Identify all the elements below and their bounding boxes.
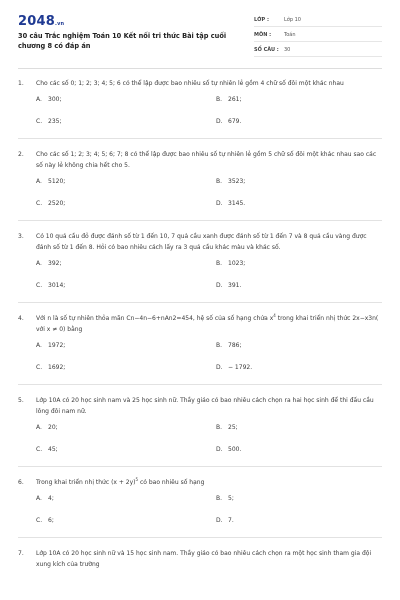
option-text: 1972; bbox=[48, 342, 66, 349]
option-letter: A. bbox=[36, 96, 42, 103]
logo-suffix: .vn bbox=[54, 21, 65, 27]
option-letter: D. bbox=[216, 364, 223, 371]
answer-options bbox=[36, 176, 382, 220]
answer-options bbox=[36, 422, 382, 466]
option-a[interactable] bbox=[36, 340, 216, 362]
question-text bbox=[36, 313, 382, 335]
question-text: Lớp 10A có 20 học sinh nam và 25 học sinh nữ. Thầy giáo có bao nhiêu cách chọn ra hai học sinh để thi đấu cầu lông đôi nam nữ. bbox=[36, 397, 374, 415]
option-letter: A. bbox=[36, 260, 42, 267]
option-letter: C. bbox=[36, 200, 43, 207]
option-a[interactable] bbox=[36, 422, 216, 444]
option-c[interactable] bbox=[36, 198, 216, 220]
option-letter: D. bbox=[216, 446, 223, 453]
option-text: 1023; bbox=[228, 260, 246, 267]
option-text: 786; bbox=[228, 342, 242, 349]
option-text: 235; bbox=[48, 118, 62, 125]
question-number: 1. bbox=[18, 80, 24, 87]
question-divider bbox=[18, 537, 382, 538]
meta-value: Toán bbox=[284, 32, 296, 38]
option-text: 6; bbox=[48, 517, 54, 524]
question-number: 4. bbox=[18, 315, 24, 322]
option-letter: D. bbox=[216, 200, 223, 207]
question-7 bbox=[18, 548, 382, 570]
option-text: 20; bbox=[48, 424, 58, 431]
question-text: Có 10 quả cầu đỏ được đánh số từ 1 đến 10, 7 quả cầu xanh được đánh số từ 1 đến 7 và 8 quả cầu vàng được đánh số từ 1 đến 8. Hỏi có bao nhiêu cách lấy ra 3 quả cầu khác màu và khác số. bbox=[36, 233, 367, 251]
option-text: 679. bbox=[228, 118, 242, 125]
option-text: 500. bbox=[228, 446, 242, 453]
option-letter: A. bbox=[36, 178, 42, 185]
question-4 bbox=[18, 313, 382, 384]
option-text: 391. bbox=[228, 282, 242, 289]
option-letter: B. bbox=[216, 96, 223, 103]
option-c[interactable] bbox=[36, 444, 216, 466]
answer-options bbox=[36, 493, 382, 537]
option-text: − 1792. bbox=[228, 364, 253, 371]
question-number: 7. bbox=[18, 550, 24, 557]
logo-text: 2048 bbox=[18, 14, 55, 29]
meta-value: Lớp 10 bbox=[284, 17, 301, 23]
option-b[interactable] bbox=[216, 258, 382, 280]
option-text: 392; bbox=[48, 260, 62, 267]
question-text-part: Trong khai triển nhị thức (x + 2y) bbox=[36, 479, 136, 486]
option-text: 3523; bbox=[228, 178, 246, 185]
option-letter: C. bbox=[36, 118, 43, 125]
option-d[interactable] bbox=[216, 198, 382, 220]
option-letter: B. bbox=[216, 178, 223, 185]
document-header bbox=[0, 0, 400, 62]
option-c[interactable] bbox=[36, 515, 216, 537]
option-letter: C. bbox=[36, 446, 43, 453]
question-1 bbox=[18, 78, 382, 138]
option-c[interactable] bbox=[36, 280, 216, 302]
option-letter: D. bbox=[216, 282, 223, 289]
question-text bbox=[36, 477, 382, 488]
option-letter: B. bbox=[216, 260, 223, 267]
answer-options bbox=[36, 258, 382, 302]
option-d[interactable] bbox=[216, 280, 382, 302]
meta-box bbox=[254, 14, 382, 59]
option-b[interactable] bbox=[216, 340, 382, 362]
meta-class-row bbox=[254, 14, 382, 27]
option-letter: C. bbox=[36, 364, 43, 371]
question-text: Cho các số 1; 2; 3; 4; 5; 6; 7; 8 có thể lập được bao nhiêu số tự nhiên lẻ gồm 5 chữ số đôi một khác nhau sao các số này lẻ không chia hết cho 5. bbox=[36, 151, 377, 169]
meta-label: SỐ CÂU : bbox=[254, 47, 279, 53]
option-letter: A. bbox=[36, 495, 42, 502]
question-number: 6. bbox=[18, 479, 24, 486]
site-logo[interactable] bbox=[18, 14, 64, 29]
option-b[interactable] bbox=[216, 422, 382, 444]
option-text: 1692; bbox=[48, 364, 66, 371]
question-2 bbox=[18, 149, 382, 220]
option-a[interactable] bbox=[36, 493, 216, 515]
option-d[interactable] bbox=[216, 444, 382, 466]
question-divider bbox=[18, 138, 382, 139]
option-a[interactable] bbox=[36, 258, 216, 280]
option-letter: C. bbox=[36, 517, 43, 524]
header-divider bbox=[18, 68, 382, 69]
answer-options bbox=[36, 340, 382, 384]
question-number: 5. bbox=[18, 397, 24, 404]
option-letter: B. bbox=[216, 495, 223, 502]
question-divider bbox=[18, 466, 382, 467]
option-text: 261; bbox=[228, 96, 242, 103]
option-letter: C. bbox=[36, 282, 43, 289]
question-divider bbox=[18, 384, 382, 385]
question-text-part: trong khai triển nhị thức 2x−x3n( với x ≠ 0) bằng bbox=[36, 315, 379, 333]
answer-options bbox=[36, 94, 382, 138]
question-list bbox=[18, 78, 382, 570]
meta-count-row bbox=[254, 44, 382, 57]
option-b[interactable] bbox=[216, 94, 382, 116]
question-divider bbox=[18, 220, 382, 221]
option-text: 4; bbox=[48, 495, 54, 502]
question-number: 2. bbox=[18, 151, 24, 158]
option-b[interactable] bbox=[216, 176, 382, 198]
question-3 bbox=[18, 231, 382, 302]
question-number: 3. bbox=[18, 233, 24, 240]
question-text-part: Với n là số tự nhiên thỏa mãn Cn−4n−6+nAn2=454, hệ số của số hạng chứa x bbox=[36, 315, 274, 322]
option-letter: D. bbox=[216, 517, 223, 524]
option-a[interactable] bbox=[36, 94, 216, 116]
question-text: Cho các số 0; 1; 2; 3; 4; 5; 6 có thể lập được bao nhiêu số tự nhiên lẻ gồm 4 chữ số đôi một khác nhau bbox=[36, 80, 344, 87]
option-c[interactable] bbox=[36, 362, 216, 384]
question-text: Lớp 10A có 20 học sinh nữ và 15 học sinh nam. Thầy giáo có bao nhiêu cách chọn ra một học sinh tham gia đội xung kích của trường bbox=[36, 550, 372, 568]
option-b[interactable] bbox=[216, 493, 382, 515]
option-a[interactable] bbox=[36, 176, 216, 198]
option-text: 5; bbox=[228, 495, 234, 502]
document-title: 30 câu Trắc nghiệm Toán 10 Kết nối tri thức Bài tập cuối chương 8 có đáp án bbox=[18, 32, 227, 50]
option-text: 300; bbox=[48, 96, 62, 103]
meta-value: 30 bbox=[284, 47, 291, 53]
meta-subject-row bbox=[254, 29, 382, 42]
option-letter: A. bbox=[36, 342, 42, 349]
option-text: 5120; bbox=[48, 178, 66, 185]
exponent: 5 bbox=[135, 477, 139, 482]
exponent: 4 bbox=[273, 313, 276, 318]
option-text: 2520; bbox=[48, 200, 66, 207]
meta-label: LỚP : bbox=[254, 17, 269, 23]
option-text: 3145. bbox=[228, 200, 246, 207]
question-5 bbox=[18, 395, 382, 466]
option-text: 7. bbox=[228, 517, 234, 524]
option-text: 3014; bbox=[48, 282, 66, 289]
question-6 bbox=[18, 477, 382, 537]
option-text: 45; bbox=[48, 446, 58, 453]
option-text: 25; bbox=[228, 424, 238, 431]
meta-label: MÔN : bbox=[254, 32, 272, 38]
option-letter: A. bbox=[36, 424, 42, 431]
option-letter: B. bbox=[216, 424, 223, 431]
question-divider bbox=[18, 302, 382, 303]
option-d[interactable] bbox=[216, 362, 382, 384]
question-text-part: có bao nhiêu số hạng bbox=[138, 479, 205, 486]
option-letter: B. bbox=[216, 342, 223, 349]
option-c[interactable] bbox=[36, 116, 216, 138]
option-letter: D. bbox=[216, 118, 223, 125]
option-d[interactable] bbox=[216, 515, 382, 537]
option-d[interactable] bbox=[216, 116, 382, 138]
